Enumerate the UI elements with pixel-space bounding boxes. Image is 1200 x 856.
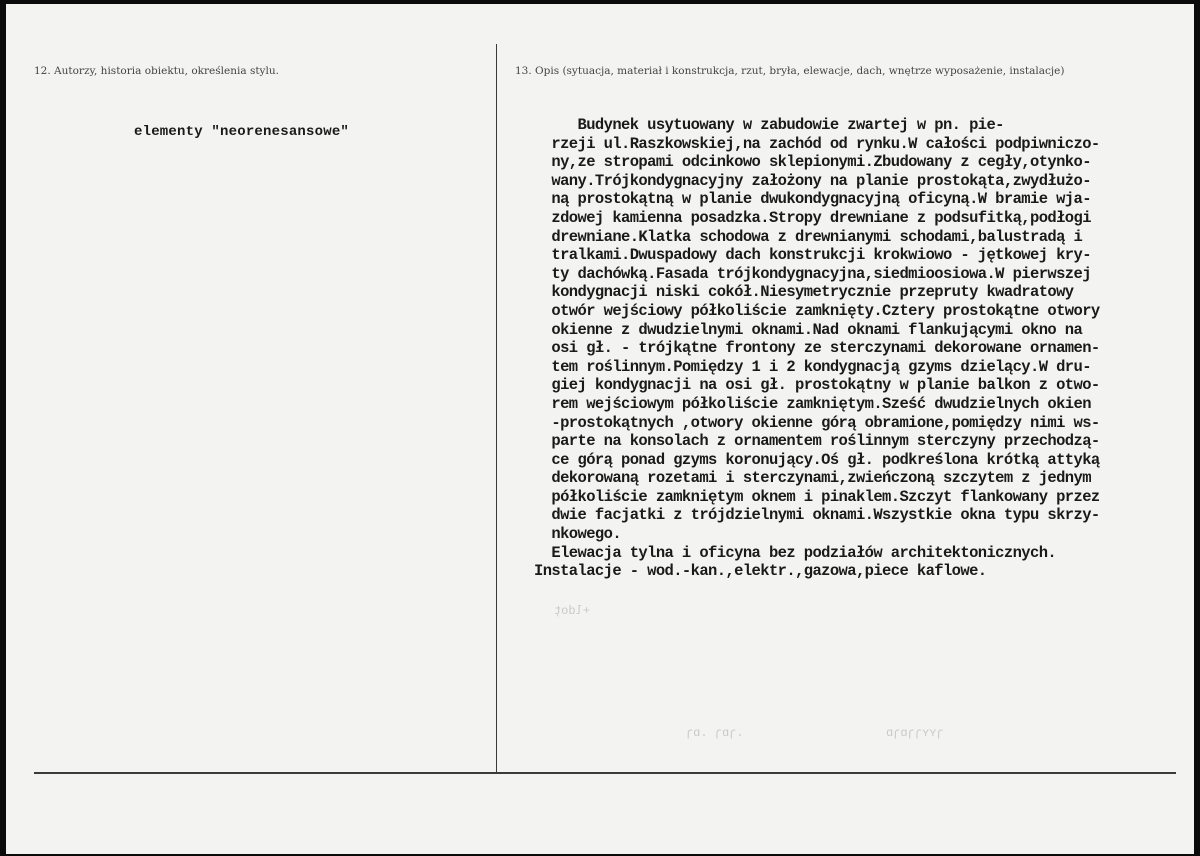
description-line: ce górą ponad gzyms koronujący.Oś gł. podkreślona krótką attyką	[534, 450, 1100, 469]
description-line: kondygnacji niski cokół.Niesymetrycznie przepruty kwadratowy	[534, 283, 1074, 302]
description-line: zdowej kamienna posadzka.Stropy drewniane z podsufitką,podłogi	[534, 208, 1091, 227]
bleed-through-mark: ɿʏʏɿɿɒɿɒ	[886, 726, 944, 740]
description-line: ny,ze stropami odcinkowo sklepionymi.Zbudowany z cegły,otynko-	[534, 153, 1091, 172]
description-line: dwie facjatki z trójdzielnymi oknami.Wszystkie okna typu skrzy-	[534, 506, 1100, 525]
description-line: półkoliście zamkniętym oknem i pinaklem.Szczyt flankowany przez	[534, 487, 1100, 506]
bleed-through-mark: +ldoţ	[554, 604, 591, 618]
field-13-label: 13. Opis (sytuacja, materiał i konstrukcja, rzut, bryła, elewacje, dach, wnętrze wyposażenie, instalacje)	[515, 65, 1065, 77]
description-line: rem wejściowym półkoliście zamkniętym.Sześć dwudzielnych okien	[534, 394, 1091, 413]
description-line: Budynek usytuowany w zabudowie zwartej w pn. pie-	[534, 116, 1004, 134]
description-line: ną prostokątną w planie dwukondygnacyjną oficyną.W bramie wja-	[534, 190, 1091, 209]
description-line: Elewacja tylna i oficyna bez podziałów architektonicznych.	[534, 543, 1057, 562]
field-12-label: 12. Autorzy, historia obiektu, określenia stylu.	[34, 65, 279, 77]
bleed-through-mark: .ɿɒɿ .ɒɿ	[686, 726, 744, 740]
description-line: dekorowaną rozetami i sterczynami,zwieńczoną szczytem z jednym	[534, 469, 1091, 488]
description-line: parte na konsolach z ornamentem roślinnym sterczyny przechodzą-	[534, 432, 1100, 451]
description-line: rzeji ul.Raszkowskiej,na zachód od rynku.W całości podpiwniczo-	[534, 134, 1100, 153]
description-line: drewniane.Klatka schodowa z drewnianymi schodami,balustradą i	[534, 227, 1083, 246]
description-line: ty dachówką.Fasada trójkondygnacyjna,siedmioosiowa.W pierwszej	[534, 264, 1091, 283]
description-line: -prostokątnych ,otwory okienne górą obramione,pomiędzy nimi ws-	[534, 413, 1100, 432]
description-line: nkowego.	[534, 525, 622, 544]
description-line: osi gł. - trójkątne frontony ze sterczynami dekorowane ornamen-	[534, 339, 1100, 358]
building-description	[534, 116, 1184, 581]
description-line: wany.Trójkondygnacyjny założony na planie prostokąta,zwydłużo-	[534, 171, 1091, 190]
description-line: otwór wejściowy półkoliście zamknięty.Cztery prostokątne otwory	[534, 301, 1100, 320]
description-line: tralkami.Dwuspadowy dach konstrukcji krokwiowo - jętkowej kry-	[534, 246, 1091, 265]
style-determination-text: elementy "neorenesansowe"	[134, 124, 350, 140]
description-line: okienne z dwudzielnymi oknami.Nad oknami flankującymi okno na	[534, 320, 1083, 339]
document-sheet	[6, 4, 1194, 854]
description-line: tem roślinnym.Pomiędzy 1 i 2 kondygnacją gzyms dzielący.W dru-	[534, 357, 1091, 376]
description-line: Instalacje - wod.-kan.,elektr.,gazowa,piece kaflowe.	[534, 562, 987, 581]
description-line: giej kondygnacji na osi gł. prostokątny w planie balkon z otwo-	[534, 376, 1100, 395]
bottom-rule	[34, 772, 1176, 774]
column-divider	[496, 44, 497, 774]
